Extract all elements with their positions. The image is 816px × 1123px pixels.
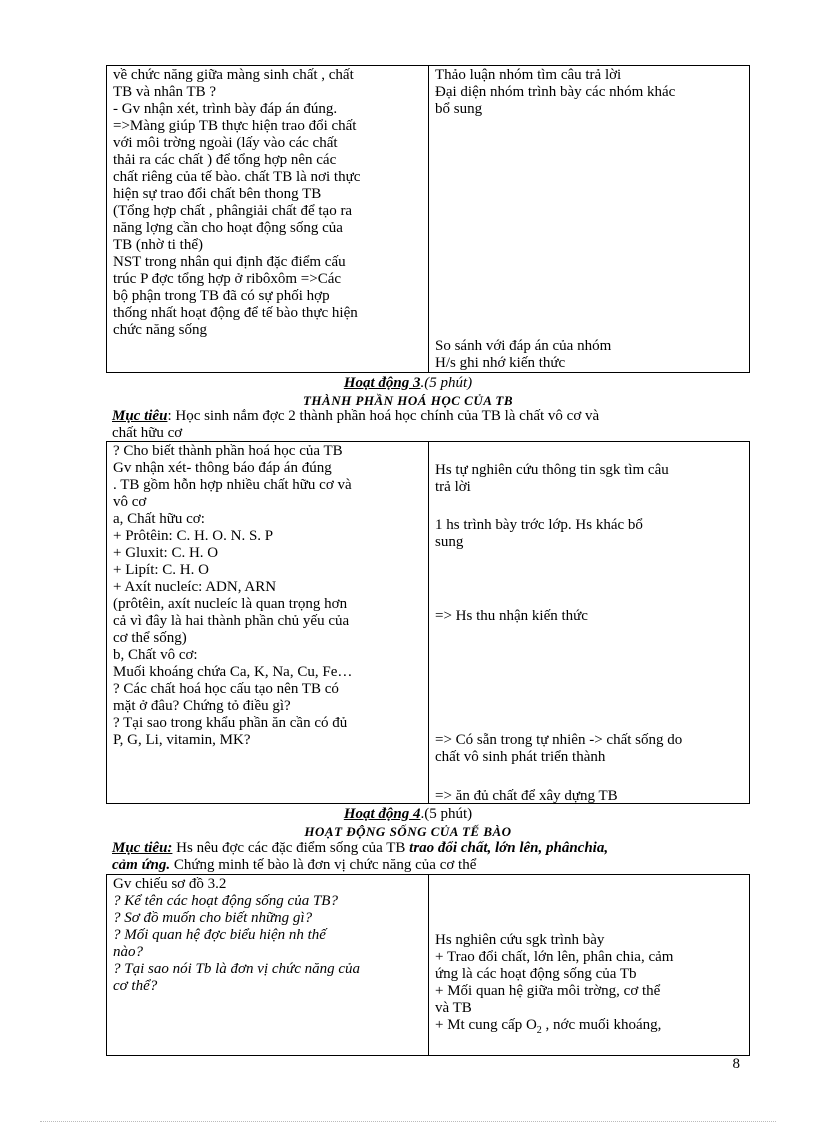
text-line: H/s ghi nhớ kiến thức	[435, 355, 566, 371]
activity-3-goal	[112, 408, 748, 442]
activity-3-time: .(5 phút)	[420, 375, 473, 391]
text-line: => Hs thu nhận kiến thức	[435, 608, 588, 624]
question-line: nào?	[113, 944, 143, 960]
table-2-right-5	[435, 788, 618, 805]
text-line: về chức năng giữa màng sinh chất , chất	[113, 67, 354, 83]
text-line: chức năng sống	[113, 322, 207, 338]
table-1	[106, 65, 750, 373]
table-1-left	[107, 66, 429, 372]
text-line: NST trong nhân qui định đặc điểm cấu	[113, 254, 346, 270]
activity-4-goal	[112, 840, 748, 874]
text-line: (prôtêin, axít nucleíc là quan trọng hơn	[113, 596, 348, 612]
text-line: P, G, Li, vitamin, MK?	[113, 732, 251, 748]
text-line: b, Chất vô cơ:	[113, 647, 198, 663]
text-line: So sánh với đáp án của nhóm	[435, 338, 612, 354]
text-line: cả vì đây là hai thành phần chủ yếu của	[113, 613, 350, 629]
text-line: + Mối quan hệ giữa môi trờng, cơ thể	[435, 983, 661, 999]
goal-text-2: Chứng minh tế bào là đơn vị chức năng của cơ thể	[170, 857, 477, 873]
text-line: năng lợng cần cho hoạt động sống của	[113, 220, 343, 236]
table-2-right-1	[435, 462, 669, 496]
text-line: + Axít nucleíc: ADN, ARN	[113, 579, 277, 595]
goal-label: Mục tiêu	[112, 408, 168, 424]
text-line: hiện sự trao đổi chất bên thong TB	[113, 186, 322, 202]
text-line: mặt ở đâu? Chứng tỏ điều gì?	[113, 698, 291, 714]
text-line: bộ phận trong TB đã có sự phối hợp	[113, 288, 330, 304]
activity-4-title: Hoạt động 4	[343, 806, 421, 822]
text-line: thải ra các chất ) để tổng hợp nên các	[113, 152, 337, 168]
activity-3-title: Hoạt động 3	[343, 375, 421, 391]
text-line: Gv nhận xét- thông báo đáp án đúng	[113, 460, 332, 476]
text-line: bổ sung	[435, 101, 483, 117]
text-line: và TB	[435, 1000, 472, 1016]
text-line: vô cơ	[113, 494, 147, 510]
question-line: cơ thể?	[113, 978, 158, 994]
text-line: 1 hs trình bày trớc lớp. Hs khác bổ	[435, 517, 643, 533]
text-line: với môi trờng ngoài (lấy vào các chất	[113, 135, 338, 151]
text-line: + Trao đổi chất, lớn lên, phân chia, cảm	[435, 949, 674, 965]
text-line: chất riêng của tế bào. chất TB là nơi thực	[113, 169, 361, 185]
text-line: Hs tự nghiên cứu thông tin sgk tìm câu	[435, 462, 669, 478]
text-line: + Prôtêin: C. H. O. N. S. P	[113, 528, 274, 544]
o2-pre: + Mt cung cấp O	[435, 1017, 537, 1033]
question-line: ? Tại sao nói Tb là đơn vị chức năng của	[113, 961, 361, 977]
text-line: TB và nhân TB ?	[113, 84, 217, 100]
table-2-left	[107, 442, 429, 803]
goal-bold-2: cảm ứng.	[112, 857, 171, 873]
goal-label: Mục tiêu:	[112, 840, 173, 856]
table-2-right-3	[435, 608, 588, 625]
text-line: - Gv nhận xét, trình bày đáp án đúng.	[113, 101, 338, 117]
table-1-right-bottom	[435, 338, 611, 372]
text-line: a, Chất hữu cơ:	[113, 511, 205, 527]
table-3	[106, 874, 750, 1056]
table-2-right-4	[435, 732, 682, 766]
page-number: 8	[732, 1056, 740, 1072]
activity-4-heading	[0, 806, 816, 823]
question-line: ? Sơ đồ muốn cho biết những gì?	[113, 910, 313, 926]
text-line: Muối khoáng chứa Ca, K, Na, Cu, Fe…	[113, 664, 353, 680]
text-line: + Gluxit: C. H. O	[113, 545, 219, 561]
activity-3-heading	[0, 375, 816, 392]
table-3-right-content	[435, 932, 673, 1034]
text-line: Hs nghiên cứu sgk trình bày	[435, 932, 605, 948]
text-line: => ăn đủ chất để xây dựng TB	[435, 788, 618, 804]
goal-text: : Học sinh nắm đợc 2 thành phần hoá học chính của TB là chất vô cơ và	[167, 408, 600, 424]
goal-text: Hs nêu đợc các đặc điểm sống của TB	[172, 840, 410, 856]
text-line: (Tổng hợp chất , phângiải chất để tạo ra	[113, 203, 353, 219]
text-line: ? Cho biết thành phần hoá học của TB	[113, 443, 343, 459]
page-bottom-border	[40, 1121, 776, 1122]
activity-3-subtitle: THÀNH PHẦN HOÁ HỌC CỦA TB	[302, 393, 514, 408]
table-3-right	[429, 875, 749, 1055]
question-line: ? Mối quan hệ đợc biểu hiện nh thế	[113, 927, 326, 943]
goal-text-2: chất hữu cơ	[112, 425, 183, 441]
table-3-left	[107, 875, 429, 1055]
text-line: sung	[435, 534, 464, 550]
o2-post: , nớc muối khoáng,	[541, 1017, 662, 1033]
goal-bold: trao đổi chất, lớn lên, phânchia,	[409, 840, 609, 856]
text-line: trả lời	[435, 479, 471, 495]
text-line: chất vô sinh phát triển thành	[435, 749, 606, 765]
text-line: ứng là các hoạt động sống của Tb	[435, 966, 637, 982]
text-line: trúc P đợc tổng hợp ở ribôxôm =>Các	[113, 271, 342, 287]
text-line: Đại diện nhóm trình bày các nhóm khác	[435, 84, 676, 100]
table-3-left-questions	[113, 893, 422, 995]
text-line: cơ thể sống)	[113, 630, 187, 646]
text-line: Thảo luận nhóm tìm câu trả lời	[435, 67, 622, 83]
text-line: =>Màng giúp TB thực hiện trao đổi chất	[113, 118, 357, 134]
activity-4-subtitle: HOẠT ĐỘNG SỐNG CỦA TẾ BÀO	[304, 824, 512, 839]
text-line: ? Các chất hoá học cấu tạo nên TB có	[113, 681, 339, 697]
table-1-right	[429, 66, 749, 372]
text-line: + Lipít: C. H. O	[113, 562, 209, 578]
o2-sub: 2	[536, 1025, 542, 1036]
text-line: . TB gồm hỗn hợp nhiều chất hữu cơ và	[113, 477, 352, 493]
text-line: TB (nhờ ti thể)	[113, 237, 203, 253]
text-line: thống nhất hoạt động để tế bào thực hiện	[113, 305, 358, 321]
table-3-left-first: Gv chiếu sơ đồ 3.2	[113, 876, 227, 892]
table-2-right	[429, 442, 749, 803]
text-line: => Có sẵn trong tự nhiên -> chất sống do	[435, 732, 683, 748]
table-2	[106, 441, 750, 804]
activity-4-time: .(5 phút)	[420, 806, 473, 822]
question-line: ? Kể tên các hoạt động sống của TB?	[113, 893, 338, 909]
table-2-right-2	[435, 517, 643, 551]
table-3-right-last	[435, 1017, 673, 1034]
text-line: ? Tại sao trong khẩu phần ăn cần có đủ	[113, 715, 348, 731]
table-1-right-top	[435, 67, 743, 118]
